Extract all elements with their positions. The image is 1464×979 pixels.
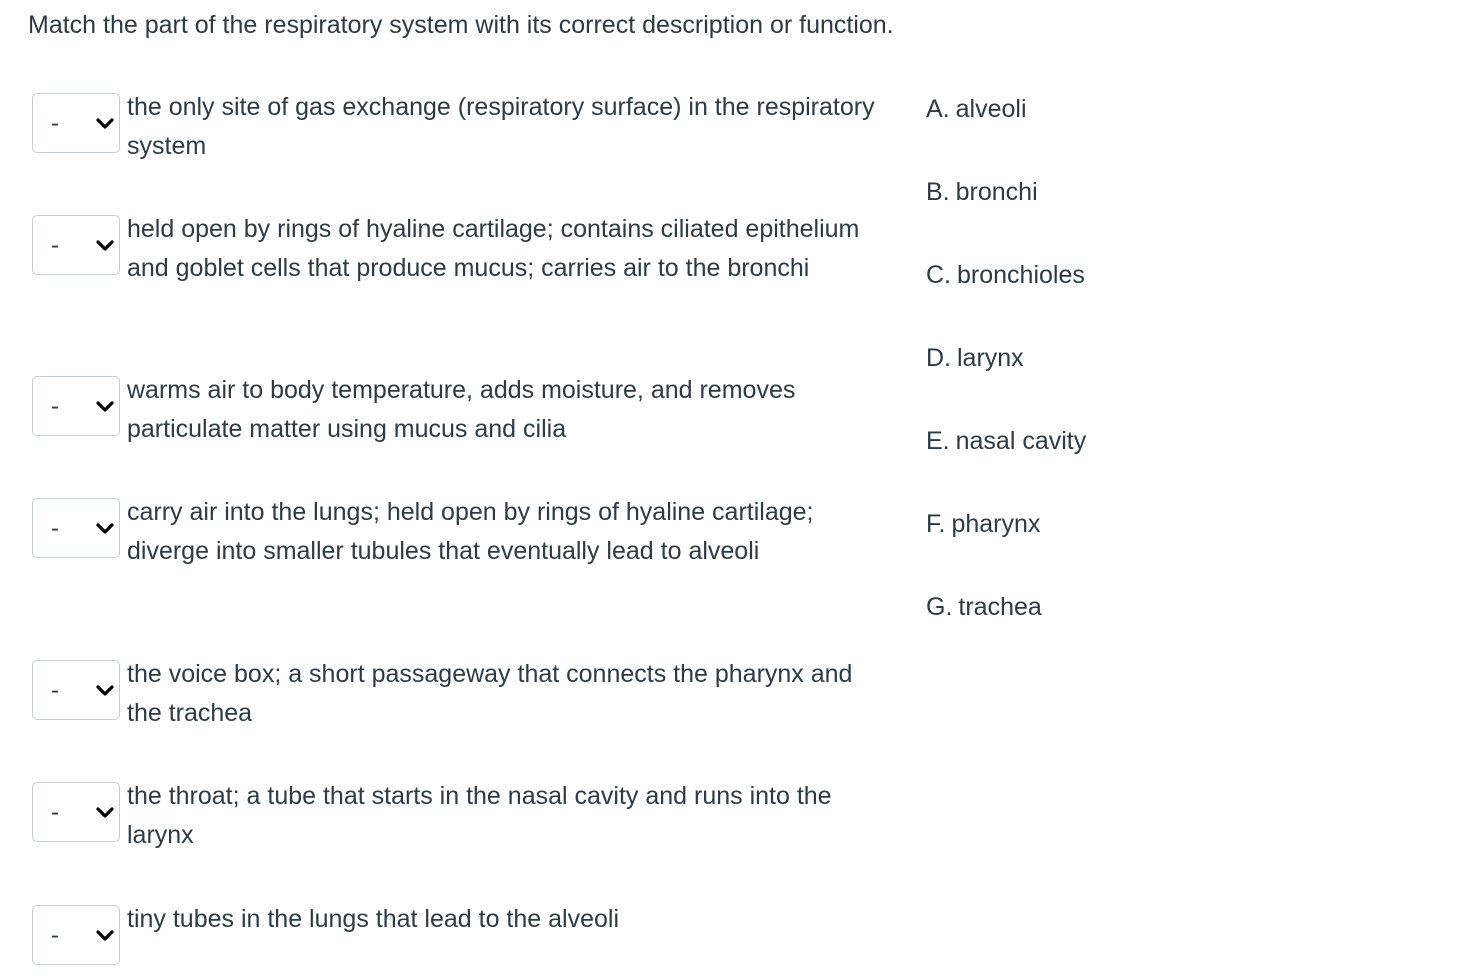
answer-letter: F. [926, 510, 946, 538]
answer-select-7[interactable] [32, 905, 120, 965]
select-value: - [51, 110, 59, 137]
select-value: - [51, 515, 59, 542]
chevron-down-icon [96, 927, 114, 943]
answer-term: trachea [958, 593, 1042, 621]
description-2: held open by rings of hyaline cartilage; contains ciliated epithelium and goblet cells that produce mucus; carries air to the bronchi [127, 215, 860, 282]
answer-term: pharynx [951, 510, 1041, 538]
answer-option-d [926, 339, 1024, 377]
answer-option-f [926, 505, 1040, 543]
answer-term: bronchi [955, 178, 1038, 206]
answer-term: alveoli [955, 95, 1027, 123]
select-value: - [51, 393, 59, 420]
chevron-down-icon [96, 804, 114, 820]
answer-select-1[interactable] [32, 93, 120, 153]
answer-letter: C. [926, 261, 951, 289]
description-3: warms air to body temperature, adds moisture, and removes particulate matter using mucus and cilia [127, 376, 796, 443]
answer-letter: G. [926, 593, 953, 621]
description-6: the throat; a tube that starts in the nasal cavity and runs into the larynx [127, 782, 832, 849]
answer-letter: A. [926, 95, 950, 123]
answer-letter: E. [926, 427, 950, 455]
answer-select-3[interactable] [32, 376, 120, 436]
answer-select-6[interactable] [32, 782, 120, 842]
select-value: - [51, 922, 59, 949]
chevron-down-icon [96, 398, 114, 414]
answer-term: nasal cavity [955, 427, 1087, 455]
chevron-down-icon [96, 115, 114, 131]
chevron-down-icon [96, 520, 114, 536]
answer-letter: B. [926, 178, 950, 206]
description-1: the only site of gas exchange (respiratory surface) in the respiratory system [127, 93, 875, 160]
answer-option-a [926, 90, 1027, 128]
answer-letter: D. [926, 344, 951, 372]
answer-option-b [926, 173, 1038, 211]
chevron-down-icon [96, 682, 114, 698]
chevron-down-icon [96, 237, 114, 253]
description-5: the voice box; a short passageway that connects the pharynx and the trachea [127, 660, 853, 727]
answer-select-4[interactable] [32, 498, 120, 558]
answer-term: bronchioles [957, 261, 1085, 289]
answer-option-g [926, 588, 1042, 626]
description-7: tiny tubes in the lungs that lead to the alveoli [127, 905, 619, 933]
question-prompt: Match the part of the respiratory system with its correct description or function. [28, 11, 894, 39]
select-value: - [51, 799, 59, 826]
select-value: - [51, 677, 59, 704]
answer-select-5[interactable] [32, 660, 120, 720]
select-value: - [51, 232, 59, 259]
answer-term: larynx [957, 344, 1024, 372]
description-4: carry air into the lungs; held open by rings of hyaline cartilage; diverge into smaller tubules that eventually lead to alveoli [127, 498, 814, 565]
answer-option-e [926, 422, 1086, 460]
answer-option-c [926, 256, 1085, 294]
answer-select-2[interactable] [32, 215, 120, 275]
